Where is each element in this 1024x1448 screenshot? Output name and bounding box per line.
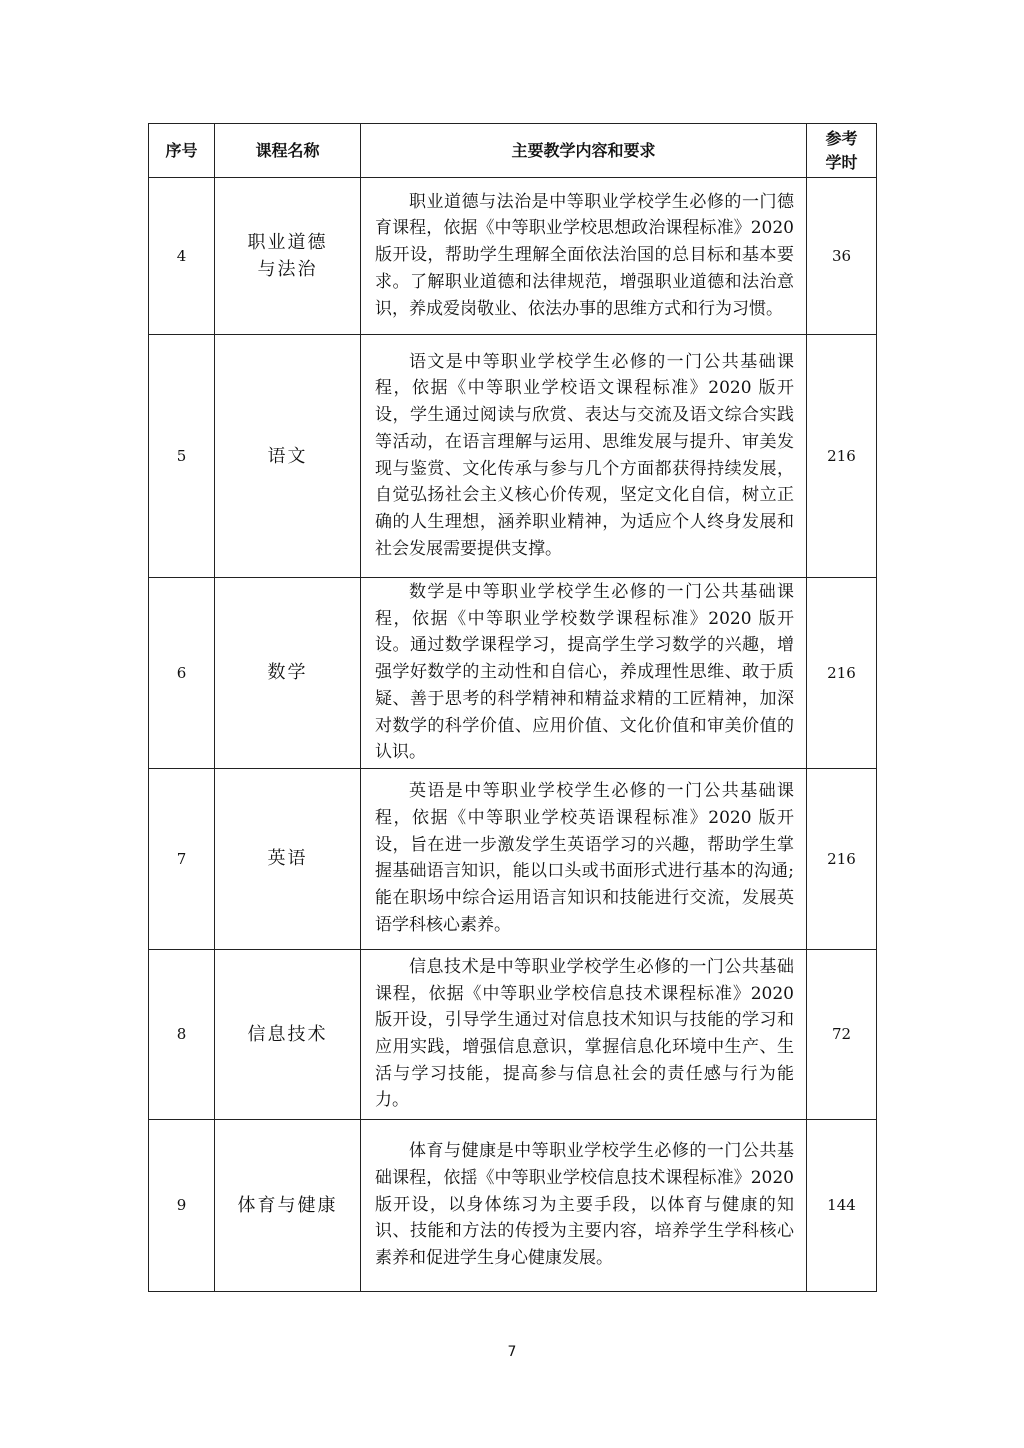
row-course-name bbox=[215, 178, 361, 335]
row-hours: 72 bbox=[807, 949, 877, 1119]
row-no: 4 bbox=[149, 178, 215, 335]
row-no: 6 bbox=[149, 578, 215, 769]
row-no: 9 bbox=[149, 1119, 215, 1291]
row-hours: 216 bbox=[807, 768, 877, 949]
row-course-name bbox=[215, 578, 361, 769]
header-content: 主要教学内容和要求 bbox=[361, 124, 807, 178]
table-row bbox=[149, 949, 877, 1119]
table-row bbox=[149, 1119, 877, 1291]
row-no: 5 bbox=[149, 335, 215, 578]
row-course-name bbox=[215, 949, 361, 1119]
page-number: 7 bbox=[507, 1344, 517, 1360]
table-row bbox=[149, 578, 877, 769]
header-hours bbox=[807, 124, 877, 178]
table-header-row bbox=[149, 124, 877, 178]
row-hours: 144 bbox=[807, 1119, 877, 1291]
course-table bbox=[148, 123, 877, 1292]
row-content: 数学是中等职业学校学生必修的一门公共基础课程，依据《中等职业学校数学课程标准》2020 版开设。通过数学课程学习，提高学生学习数学的兴趣，增强学好数学的主动性和自信心，养成理性思维、敢于质疑、善于思考的科学精神和精益求精的工匠精神，加深对数学的科学价值、应用价值、文化价值和审美价值的认识。 bbox=[361, 578, 807, 769]
course-name-line1: 数学 bbox=[267, 662, 308, 684]
course-name-line1: 信息技术 bbox=[247, 1023, 328, 1045]
course-name-line1: 体育与健康 bbox=[237, 1194, 338, 1216]
course-name-line1: 职业道德 bbox=[247, 232, 328, 253]
row-course-name bbox=[215, 768, 361, 949]
header-hours-line2: 学时 bbox=[825, 152, 858, 172]
header-name: 课程名称 bbox=[215, 124, 361, 178]
row-hours: 216 bbox=[807, 335, 877, 578]
row-no: 8 bbox=[149, 949, 215, 1119]
table-row bbox=[149, 178, 877, 335]
row-content: 语文是中等职业学校学生必修的一门公共基础课程，依据《中等职业学校语文课程标准》2020 版开设，学生通过阅读与欣赏、表达与交流及语文综合实践等活动，在语言理解与运用、思维发展与提升、审美发现与鉴赏、文化传承与参与几个方面都获得持续发展，自觉弘扬社会主义核心价传观，坚定文化自信，树立正确的人生理想，涵养职业精神，为适应个人终身发展和社会发展需要提供支撑。 bbox=[361, 335, 807, 578]
row-content: 英语是中等职业学校学生必修的一门公共基础课程，依据《中等职业学校英语课程标准》2020 版开设，旨在进一步激发学生英语学习的兴趣，帮助学生掌握基础语言知识，能以口头或书面形式进行基本的沟通;能在职场中综合运用语言知识和技能进行交流，发展英语学科核心素养。 bbox=[361, 768, 807, 949]
table-row bbox=[149, 768, 877, 949]
row-content: 职业道德与法治是中等职业学校学生必修的一门德育课程，依据《中等职业学校思想政治课程标准》2020 版开设，帮助学生理解全面依法治国的总目标和基本要求。了解职业道德和法律规范，增强职业道德和法治意识，养成爱岗敬业、依法办事的思维方式和行为习惯。 bbox=[361, 178, 807, 335]
row-hours: 216 bbox=[807, 578, 877, 769]
row-course-name bbox=[215, 335, 361, 578]
course-name-line1: 语文 bbox=[267, 445, 308, 467]
header-hours-line1: 参考 bbox=[825, 128, 858, 148]
row-content: 体育与健康是中等职业学校学生必修的一门公共基础课程，依揺《中等职业学校信息技术课程标准》2020 版开设，以身体练习为主要手段，以体育与健康的知识、技能和方法的传授为主要内容，培养学生学科核心素养和促进学生身心健康发展。 bbox=[361, 1119, 807, 1291]
row-no: 7 bbox=[149, 768, 215, 949]
row-content: 信息技术是中等职业学校学生必修的一门公共基础课程，依据《中等职业学校信息技术课程标准》2020 版开设，引导学生通过对信息技术知识与技能的学习和应用实践，增强信息意识，掌握信息化环境中生产、生活与学习技能，提高参与信息社会的责任感与行为能力。 bbox=[361, 949, 807, 1119]
table-row bbox=[149, 335, 877, 578]
header-no: 序号 bbox=[149, 124, 215, 178]
row-hours: 36 bbox=[807, 178, 877, 335]
course-name-line1: 英语 bbox=[267, 848, 308, 870]
row-course-name bbox=[215, 1119, 361, 1291]
course-name-line2: 与法治 bbox=[257, 259, 318, 280]
